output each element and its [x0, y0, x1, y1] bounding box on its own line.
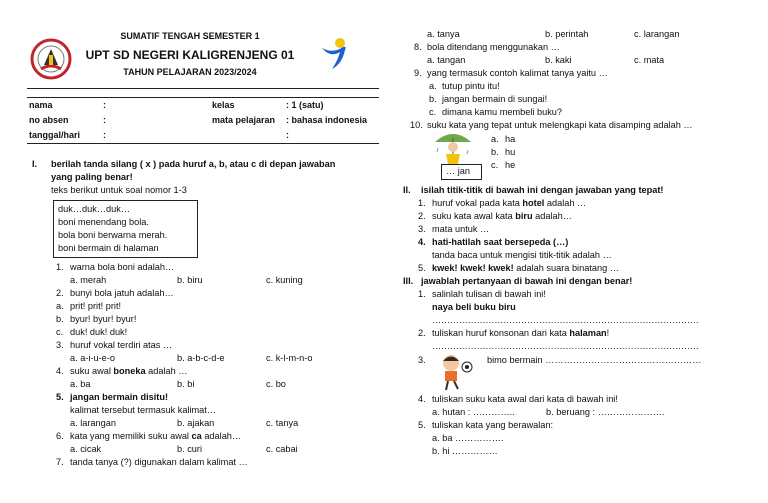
s2-item1-number: 1. [418, 198, 426, 208]
s3-item4-number: 4. [418, 394, 426, 404]
s3-item5-number: 5. [418, 420, 426, 430]
q10-number: 10. [410, 120, 423, 130]
section-2-title: isilah titik-titik di bawah ini dengan jawaban yang tepat! [421, 185, 664, 195]
s3-item3-text: bimo bermain …………………………………………… [487, 355, 702, 365]
q3-number: 3. [56, 340, 64, 350]
q9-number: 9. [414, 68, 422, 78]
s2-item5-number: 5. [418, 263, 426, 273]
q10-option-b-letter[interactable]: b. [491, 147, 499, 157]
s3-item5-text: tuliskan kata yang berawalan: [432, 420, 554, 430]
rain-girl-umbrella-illustration [432, 128, 474, 164]
q8-text: bola ditendang menggunakan … [427, 42, 560, 52]
exam-title: SUMATIF TENGAH SEMESTER 1 [120, 31, 260, 41]
q2-option-c-letter[interactable]: c. [56, 327, 64, 337]
q10-option-a-letter[interactable]: a. [491, 134, 499, 144]
q7-option-c[interactable]: c. larangan [634, 29, 680, 39]
q9-option-c-letter[interactable]: c. [429, 107, 437, 117]
s2-item4-number: 4. [418, 237, 426, 247]
q5-option-b[interactable]: b. ajakan [177, 418, 215, 428]
s3-item2-number: 2. [418, 328, 426, 338]
section-1-instruction: berilah tanda silang ( x ) pada huruf a, b, atau c di depan jawaban [51, 159, 336, 169]
section-1-number: I. [32, 159, 38, 169]
q1-text: warna bola boni adalah… [70, 262, 175, 272]
s3-item1-sentence: naya beli buku biru [432, 302, 516, 312]
q5-number: 5. [56, 392, 64, 402]
boy-with-ball-illustration [436, 352, 474, 392]
q7-number: 7. [56, 457, 64, 467]
q2-option-b[interactable]: byur! byur! byur! [70, 314, 137, 324]
q3-option-c[interactable]: c. k-l-m-n-o [266, 353, 313, 363]
q1-option-a[interactable]: a. merah [70, 275, 107, 285]
q10-option-c[interactable]: he [505, 160, 516, 170]
q7-text: tanda tanya (?) digunakan dalam kalimat … [70, 457, 248, 467]
kelas-label: kelas [212, 100, 235, 111]
q2-number: 2. [56, 288, 64, 298]
s2-item3-number: 3. [418, 224, 426, 234]
mapel-value: : bahasa indonesia [286, 115, 368, 126]
q2-text: bunyi bola jatuh adalah… [70, 288, 174, 298]
s3-item3-number: 3. [418, 355, 426, 365]
tut-wuri-logo [318, 36, 352, 72]
passage-line: bola boni berwarna merah. [58, 230, 168, 240]
q8-option-a[interactable]: a. tangan [427, 55, 466, 65]
q9-option-a[interactable]: tutup pintu itu! [442, 81, 500, 91]
q6-option-c[interactable]: c. cabai [266, 444, 298, 454]
s2-item2-text: suku kata awal kata biru adalah… [432, 211, 572, 221]
q6-text: kata yang memiliki suku awal ca adalah… [70, 431, 242, 441]
passage-line: boni menendang bola. [58, 217, 149, 227]
q8-number: 8. [414, 42, 422, 52]
q8-option-b[interactable]: b. kaki [545, 55, 572, 65]
section-2-number: II. [403, 185, 411, 195]
q2-option-b-letter[interactable]: b. [56, 314, 64, 324]
school-name: UPT SD NEGERI KALIGRENJENG 01 [85, 48, 295, 62]
section-1-instruction-2: yang paling benar! [51, 172, 133, 182]
student-identity-table [27, 97, 379, 144]
tanggal-label: tanggal/hari [29, 130, 81, 141]
noabsen-colon: : [103, 115, 106, 126]
q5-option-c[interactable]: c. tanya [266, 418, 299, 428]
header-divider [27, 88, 379, 89]
s3-item4-b[interactable]: b. beruang : …………………. [546, 407, 665, 417]
q10-option-c-letter[interactable]: c. [491, 160, 499, 170]
q9-option-c[interactable]: dimana kamu membeli buku? [442, 107, 563, 117]
q3-option-a[interactable]: a. a-i-u-e-o [70, 353, 115, 363]
q10-word-label: … jan [446, 166, 471, 176]
noabsen-label: no absen [29, 115, 69, 126]
passage-line: boni bermain di halaman [58, 243, 159, 253]
q3-option-b[interactable]: b. a-b-c-d-e [177, 353, 225, 363]
q10-text: suku kata yang tepat untuk melengkapi kata disamping adalah … [427, 120, 693, 130]
q10-option-a[interactable]: ha [505, 134, 516, 144]
q9-option-a-letter[interactable]: a. [429, 81, 437, 91]
q6-option-a[interactable]: a. cicak [70, 444, 102, 454]
school-badge-logo [30, 37, 72, 81]
q7-option-a[interactable]: a. tanya [427, 29, 460, 39]
q9-option-b-letter[interactable]: b. [429, 94, 437, 104]
q4-option-b[interactable]: b. bi [177, 379, 195, 389]
q4-option-c[interactable]: c. bo [266, 379, 286, 389]
s3-item1-number: 1. [418, 289, 426, 299]
answer-dotted-line[interactable]: ……………………………………………………………………………… [432, 315, 699, 325]
mapel-label: mata pelajaran [212, 115, 276, 126]
s2-item3-text: mata untuk … [432, 224, 490, 234]
s2-item4-subtext: tanda baca untuk mengisi titik-titik adalah … [432, 250, 612, 260]
q9-option-b[interactable]: jangan bermain di sungai! [442, 94, 548, 104]
s3-item1-text: salinlah tulisan di bawah ini! [432, 289, 546, 299]
s3-item5-a[interactable]: a. ba ……………. [432, 433, 504, 443]
q8-option-c[interactable]: c. mata [634, 55, 665, 65]
q5-text: jangan bermain disitu! [70, 392, 169, 402]
academic-year: TAHUN PELAJARAN 2023/2024 [123, 67, 257, 77]
s2-item4-text: hati-hatilah saat bersepeda (…) [432, 237, 569, 247]
nama-colon: : [103, 100, 106, 111]
s2-item5-text: kwek! kwek! kwek! adalah suara binatang … [432, 263, 619, 273]
q6-option-b[interactable]: b. curi [177, 444, 203, 454]
q3-text: huruf vokal terdiri atas … [70, 340, 173, 350]
q10-option-b[interactable]: hu [505, 147, 516, 157]
s3-item4-a[interactable]: a. hutan : ………….. [432, 407, 515, 417]
q1-option-c[interactable]: c. kuning [266, 275, 303, 285]
q4-option-a[interactable]: a. ba [70, 379, 91, 389]
q2-option-c[interactable]: duk! duk! duk! [70, 327, 128, 337]
q7-option-b[interactable]: b. perintah [545, 29, 589, 39]
kelas-value: : 1 (satu) [286, 100, 324, 111]
nama-label: nama [29, 100, 53, 111]
s2-item2-number: 2. [418, 211, 426, 221]
q5-subtext: kalimat tersebut termasuk kalimat… [70, 405, 217, 415]
tanggal-colon: : [103, 130, 106, 141]
s3-item5-b[interactable]: b. hi …………… [432, 446, 498, 456]
q2-option-a[interactable]: prit! prit! prit! [70, 301, 122, 311]
q4-number: 4. [56, 366, 64, 376]
answer-dotted-line[interactable]: ……………………………………………………………………………… [432, 341, 699, 351]
q4-text: suku awal boneka adalah … [70, 366, 188, 376]
passage-line: duk…duk…duk… [58, 204, 131, 214]
q5-option-a[interactable]: a. larangan [70, 418, 116, 428]
q6-number: 6. [56, 431, 64, 441]
section-3-title: jawablah pertanyaan di bawah ini dengan benar! [421, 276, 633, 286]
nilai-label [210, 128, 284, 144]
passage-note: teks berikut untuk soal nomor 1-3 [51, 185, 187, 195]
s3-item2-text: tuliskan huruf konsonan dari kata halaman! [432, 328, 610, 338]
s2-item1-text: huruf vokal pada kata hotel adalah … [432, 198, 587, 208]
s3-item4-text: tuliskan suku kata awal dari kata di bawah ini! [432, 394, 618, 404]
q9-text: yang termasuk contoh kalimat tanya yaitu … [427, 68, 608, 78]
q2-option-a-letter[interactable]: a. [56, 301, 64, 311]
nilai-colon: : [286, 130, 289, 141]
q1-number: 1. [56, 262, 64, 272]
q1-option-b[interactable]: b. biru [177, 275, 203, 285]
section-3-number: III. [403, 276, 414, 286]
